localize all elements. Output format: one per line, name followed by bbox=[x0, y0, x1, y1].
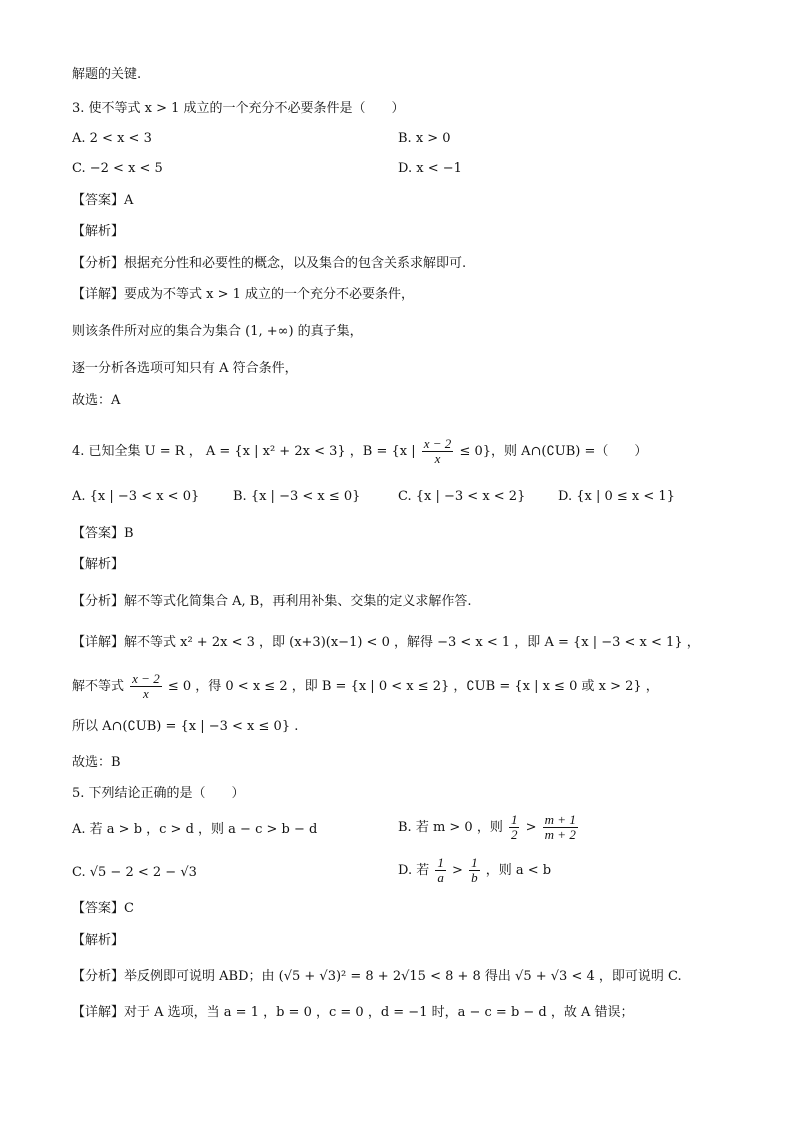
q4-choice: 故选：B bbox=[72, 755, 121, 770]
q4-line2-frac-den: x bbox=[143, 686, 149, 701]
q4-option-d: D. {x | 0 ≤ x < 1} bbox=[558, 489, 675, 504]
q5-d-frac-1-den: a bbox=[437, 870, 444, 885]
q4-fraction bbox=[422, 437, 454, 466]
q4-line2-fraction bbox=[130, 672, 162, 701]
q4-stem-pre: 4. 已知全集 U = R ， bbox=[72, 444, 202, 459]
q5-option-d-pre: D. 若 bbox=[398, 863, 430, 878]
q5-b-frac-2-num: m + 1 bbox=[544, 812, 576, 827]
q3-analysis-head: 【解析】 bbox=[72, 224, 125, 239]
q3-option-c: C. −2 < x < 5 bbox=[72, 161, 163, 176]
q5-stem: 5. 下列结论正确的是（ ） bbox=[72, 786, 245, 801]
q4-frac-num: x − 2 bbox=[423, 436, 452, 451]
q3-xiangjie: 【详解】要成为不等式 x > 1 成立的一个充分不必要条件， bbox=[72, 287, 415, 302]
q3-stem: 3. 使不等式 x > 1 成立的一个充分不必要条件是（ ） bbox=[72, 101, 405, 116]
q3-detail-line2: 则该条件所对应的集合为集合 (1, +∞) 的真子集， bbox=[72, 324, 363, 339]
q5-b-frac-2-den: m + 2 bbox=[544, 827, 576, 842]
q4-set-b-post: ≤ 0}，则 A∩(∁UB) =（ ） bbox=[459, 444, 648, 459]
q5-b-frac-1-den: 2 bbox=[510, 827, 518, 842]
q4-option-a: A. {x | −3 < x < 0} bbox=[72, 489, 200, 504]
q5-option-a: A. 若 a > b ，c > d ，则 a − c > b − d bbox=[72, 822, 318, 837]
q4-line2-post: ≤ 0 ，得 0 < x ≤ 2 ，即 B = {x | 0 < x ≤ 2} ，∁UB = {x | x ≤ 0 或 x > 2} ， bbox=[167, 679, 659, 694]
q4-fenxi: 【分析】解不等式化简集合 A, B，再利用补集、交集的定义求解作答. bbox=[72, 594, 472, 609]
q3-fenxi: 【分析】根据充分性和必要性的概念，以及集合的包含关系求解即可. bbox=[72, 256, 467, 271]
q5-b-frac-2 bbox=[543, 813, 578, 842]
q5-xiangjie: 【详解】对于 A 选项，当 a = 1 ，b = 0 ，c = 0 ，d = −1 时，a − c = b − d ，故 A 错误； bbox=[72, 1005, 634, 1020]
q5-d-frac-2 bbox=[469, 856, 480, 885]
q4-detail-line2 bbox=[72, 672, 659, 701]
q5-b-frac-1-num: 1 bbox=[510, 812, 518, 827]
q5-analysis-head: 【解析】 bbox=[72, 933, 125, 948]
q4-detail-line3: 所以 A∩(∁UB) = {x | −3 < x ≤ 0} . bbox=[72, 719, 299, 734]
q4-stem bbox=[72, 437, 647, 466]
q3-choice: 故选：A bbox=[72, 393, 121, 408]
q4-answer: 【答案】B bbox=[72, 526, 134, 541]
q5-option-b-pre: B. 若 m > 0 ，则 bbox=[398, 820, 503, 835]
q4-analysis-head: 【解析】 bbox=[72, 557, 125, 572]
q5-option-d-post: ，则 a < b bbox=[485, 863, 552, 878]
q3-answer: 【答案】A bbox=[72, 193, 134, 208]
q5-answer: 【答案】C bbox=[72, 901, 134, 916]
q4-frac-den: x bbox=[434, 451, 441, 466]
q3-option-a: A. 2 < x < 3 bbox=[72, 131, 152, 146]
q5-option-c: C. √5 − 2 < 2 − √3 bbox=[72, 865, 197, 880]
q5-d-frac-1-num: 1 bbox=[437, 855, 444, 870]
q3-detail-line3: 逐一分析各选项可知只有 A 符合条件， bbox=[72, 361, 298, 376]
q5-option-d bbox=[398, 856, 551, 885]
q5-b-gt: > bbox=[525, 820, 537, 835]
q4-set-a: A = {x | x² + 2x < 3} bbox=[205, 444, 346, 459]
q3-option-b: B. x > 0 bbox=[398, 131, 451, 146]
q5-d-frac-2-num: 1 bbox=[471, 855, 478, 870]
q4-option-b: B. {x | −3 < x ≤ 0} bbox=[233, 489, 361, 504]
intro-tail: 解题的关键. bbox=[72, 67, 142, 82]
q5-d-frac-1 bbox=[435, 856, 446, 885]
q4-line2-frac-num: x − 2 bbox=[132, 671, 160, 686]
q4-line2-pre: 解不等式 bbox=[72, 679, 125, 694]
q4-xiangjie: 【详解】解不等式 x² + 2x < 3 ，即 (x+3)(x−1) < 0 ，解得 −3 < x < 1 ，即 A = {x | −3 < x < 1} ， bbox=[72, 635, 700, 650]
q5-fenxi: 【分析】举反例即可说明 ABD；由 (√5 + √3)² = 8 + 2√15 < 8 + 8 得出 √5 + √3 < 4 ，即可说明 C. bbox=[72, 969, 682, 984]
q5-b-frac-1 bbox=[509, 813, 520, 842]
q3-option-d: D. x < −1 bbox=[398, 161, 462, 176]
q4-set-b-pre: ，B = {x | bbox=[349, 444, 416, 459]
q5-d-gt: > bbox=[452, 863, 463, 878]
q5-d-frac-2-den: b bbox=[471, 870, 478, 885]
q5-option-b bbox=[398, 813, 580, 842]
q4-option-c: C. {x | −3 < x < 2} bbox=[398, 489, 526, 504]
